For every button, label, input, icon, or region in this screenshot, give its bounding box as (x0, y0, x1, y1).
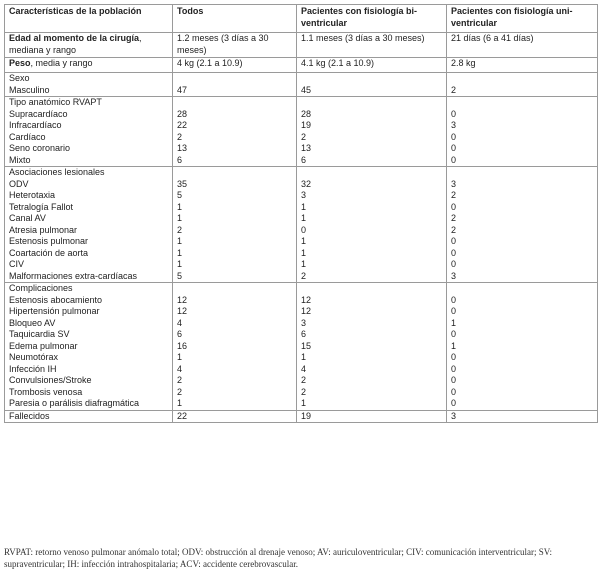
row-label: Canal AV (5, 213, 173, 225)
row-label: Cardíaco (5, 132, 173, 144)
row-uni: 0 (447, 132, 598, 144)
peso-label-bold: Peso (9, 58, 31, 68)
row-label: Masculino (5, 85, 173, 97)
section-empty-cell (447, 283, 598, 295)
row-todos: 16 (173, 341, 297, 353)
table-row (5, 236, 598, 248)
row-label: Heterotaxia (5, 190, 173, 202)
row-uni: 1 (447, 318, 598, 330)
row-todos: 2 (173, 375, 297, 387)
row-label: Estenosis abocamiento (5, 295, 173, 307)
row-label: Supracardíaco (5, 109, 173, 121)
row-todos: 2 (173, 225, 297, 237)
row-bi: 6 (297, 155, 447, 167)
row-todos: 4 (173, 318, 297, 330)
header-univentricular: Pacientes con fisiología uni-ventricular (447, 5, 598, 33)
row-uni: 0 (447, 352, 598, 364)
table-row (5, 341, 598, 353)
row-label: Infracardíaco (5, 120, 173, 132)
row-todos: 35 (173, 179, 297, 191)
row-bi: 12 (297, 295, 447, 307)
edad-bi: 1.1 meses (3 días a 30 meses) (297, 33, 447, 58)
row-bi: 1 (297, 202, 447, 214)
row-todos: 1 (173, 213, 297, 225)
edad-uni: 21 días (6 a 41 días) (447, 33, 598, 58)
row-todos: 2 (173, 387, 297, 399)
section-title: Tipo anatómico RVAPT (5, 97, 173, 109)
table-row (5, 375, 598, 387)
table-row (5, 295, 598, 307)
population-characteristics-table (4, 4, 598, 423)
row-bi: 1 (297, 236, 447, 248)
edad-label (5, 33, 173, 58)
table-row (5, 329, 598, 341)
row-label: CIV (5, 259, 173, 271)
fallecidos-bi: 19 (297, 410, 447, 423)
row-todos: 5 (173, 190, 297, 202)
row-bi: 2 (297, 132, 447, 144)
table-row (5, 225, 598, 237)
row-label: Mixto (5, 155, 173, 167)
section-header-row (5, 97, 598, 109)
section-title: Asociaciones lesionales (5, 167, 173, 179)
row-todos: 1 (173, 202, 297, 214)
peso-todos: 4 kg (2.1 a 10.9) (173, 58, 297, 73)
section-empty-cell (447, 73, 598, 85)
row-bi: 19 (297, 120, 447, 132)
table-row (5, 248, 598, 260)
row-label: Hipertensión pulmonar (5, 306, 173, 318)
row-uni: 0 (447, 387, 598, 399)
table-row (5, 306, 598, 318)
table-row (5, 109, 598, 121)
row-uni: 3 (447, 120, 598, 132)
section-title: Sexo (5, 73, 173, 85)
row-bi: 13 (297, 143, 447, 155)
row-label: Infección IH (5, 364, 173, 376)
table-footnote: RVPAT: retorno venoso pulmonar anómalo total; ODV: obstrucción al drenaje venoso; AV: auriculoventricular; CIV: comunicación interventricular; SV: supraventricular; IH: infección intrahospitalaria; ACV: accidente cerebrovascular. (4, 547, 553, 569)
row-todos: 1 (173, 248, 297, 260)
header-biventricular: Pacientes con fisiología bi-ventricular (297, 5, 447, 33)
table-row (5, 85, 598, 97)
section-empty-cell (173, 167, 297, 179)
row-label: Bloqueo AV (5, 318, 173, 330)
row-label: Malformaciones extra-cardíacas (5, 271, 173, 283)
row-bi: 3 (297, 190, 447, 202)
table-row (5, 387, 598, 399)
edad-todos: 1.2 meses (3 días a 30 meses) (173, 33, 297, 58)
row-label: Neumotórax (5, 352, 173, 364)
row-uni: 0 (447, 109, 598, 121)
row-label: Convulsiones/Stroke (5, 375, 173, 387)
row-todos: 12 (173, 295, 297, 307)
section-empty-cell (297, 73, 447, 85)
row-label: Edema pulmonar (5, 341, 173, 353)
row-uni: 2 (447, 85, 598, 97)
fallecidos-todos: 22 (173, 410, 297, 423)
row-todos: 5 (173, 271, 297, 283)
row-uni: 1 (447, 341, 598, 353)
row-bi: 4 (297, 364, 447, 376)
row-todos: 1 (173, 352, 297, 364)
row-label: Atresia pulmonar (5, 225, 173, 237)
row-bi: 3 (297, 318, 447, 330)
table-row (5, 120, 598, 132)
row-label: Estenosis pulmonar (5, 236, 173, 248)
section-title: Complicaciones (5, 283, 173, 295)
table-row (5, 259, 598, 271)
row-todos: 1 (173, 259, 297, 271)
row-edad (5, 33, 598, 58)
row-peso (5, 58, 598, 73)
row-bi: 28 (297, 109, 447, 121)
row-uni: 0 (447, 143, 598, 155)
edad-label-bold: Edad al momento de la cirugía (9, 33, 140, 43)
table-row (5, 155, 598, 167)
row-uni: 0 (447, 248, 598, 260)
row-uni: 0 (447, 306, 598, 318)
row-uni: 0 (447, 295, 598, 307)
row-fallecidos (5, 410, 598, 423)
row-uni: 2 (447, 213, 598, 225)
row-uni: 0 (447, 155, 598, 167)
row-bi: 1 (297, 398, 447, 410)
row-todos: 4 (173, 364, 297, 376)
table-row (5, 352, 598, 364)
row-bi: 0 (297, 225, 447, 237)
section-empty-cell (297, 167, 447, 179)
table-row (5, 318, 598, 330)
row-uni: 0 (447, 202, 598, 214)
section-empty-cell (173, 73, 297, 85)
table-row (5, 132, 598, 144)
row-todos: 28 (173, 109, 297, 121)
table-row (5, 202, 598, 214)
row-label: Seno coronario (5, 143, 173, 155)
row-bi: 15 (297, 341, 447, 353)
peso-uni: 2.8 kg (447, 58, 598, 73)
row-uni: 2 (447, 225, 598, 237)
row-bi: 1 (297, 259, 447, 271)
row-bi: 1 (297, 213, 447, 225)
section-header-row (5, 73, 598, 85)
row-uni: 3 (447, 179, 598, 191)
row-uni: 3 (447, 271, 598, 283)
row-todos: 1 (173, 236, 297, 248)
row-bi: 6 (297, 329, 447, 341)
header-todos: Todos (173, 5, 297, 33)
row-uni: 0 (447, 236, 598, 248)
section-empty-cell (173, 283, 297, 295)
peso-bi: 4.1 kg (2.1 a 10.9) (297, 58, 447, 73)
row-todos: 1 (173, 398, 297, 410)
section-header-row (5, 167, 598, 179)
section-empty-cell (447, 97, 598, 109)
row-todos: 12 (173, 306, 297, 318)
row-label: Tetralogía Fallot (5, 202, 173, 214)
fallecidos-label: Fallecidos (5, 410, 173, 423)
row-todos: 6 (173, 155, 297, 167)
table-row (5, 271, 598, 283)
row-todos: 22 (173, 120, 297, 132)
row-todos: 2 (173, 132, 297, 144)
table-row (5, 213, 598, 225)
row-label: Coartación de aorta (5, 248, 173, 260)
table-row (5, 364, 598, 376)
row-bi: 12 (297, 306, 447, 318)
row-uni: 0 (447, 364, 598, 376)
row-label: Paresia o parálisis diafragmática (5, 398, 173, 410)
section-empty-cell (297, 283, 447, 295)
section-header-row (5, 283, 598, 295)
row-todos: 6 (173, 329, 297, 341)
section-empty-cell (173, 97, 297, 109)
peso-label (5, 58, 173, 73)
row-uni: 0 (447, 329, 598, 341)
row-uni: 0 (447, 398, 598, 410)
row-bi: 45 (297, 85, 447, 97)
row-uni: 0 (447, 259, 598, 271)
row-uni: 2 (447, 190, 598, 202)
row-label: Trombosis venosa (5, 387, 173, 399)
table-row (5, 398, 598, 410)
header-characteristics: Características de la población (5, 5, 173, 33)
row-uni: 0 (447, 375, 598, 387)
row-bi: 32 (297, 179, 447, 191)
row-todos: 47 (173, 85, 297, 97)
fallecidos-uni: 3 (447, 410, 598, 423)
row-bi: 1 (297, 352, 447, 364)
section-empty-cell (447, 167, 598, 179)
header-row (5, 5, 598, 33)
row-label: ODV (5, 179, 173, 191)
row-bi: 2 (297, 271, 447, 283)
table-row (5, 143, 598, 155)
edad-label-rest: , mediana y rango (9, 33, 142, 55)
row-bi: 1 (297, 248, 447, 260)
table-body (5, 33, 598, 423)
row-bi: 2 (297, 387, 447, 399)
row-bi: 2 (297, 375, 447, 387)
row-label: Taquicardia SV (5, 329, 173, 341)
section-empty-cell (297, 97, 447, 109)
row-todos: 13 (173, 143, 297, 155)
peso-label-rest: , media y rango (30, 58, 93, 68)
table-row (5, 190, 598, 202)
table-row (5, 179, 598, 191)
